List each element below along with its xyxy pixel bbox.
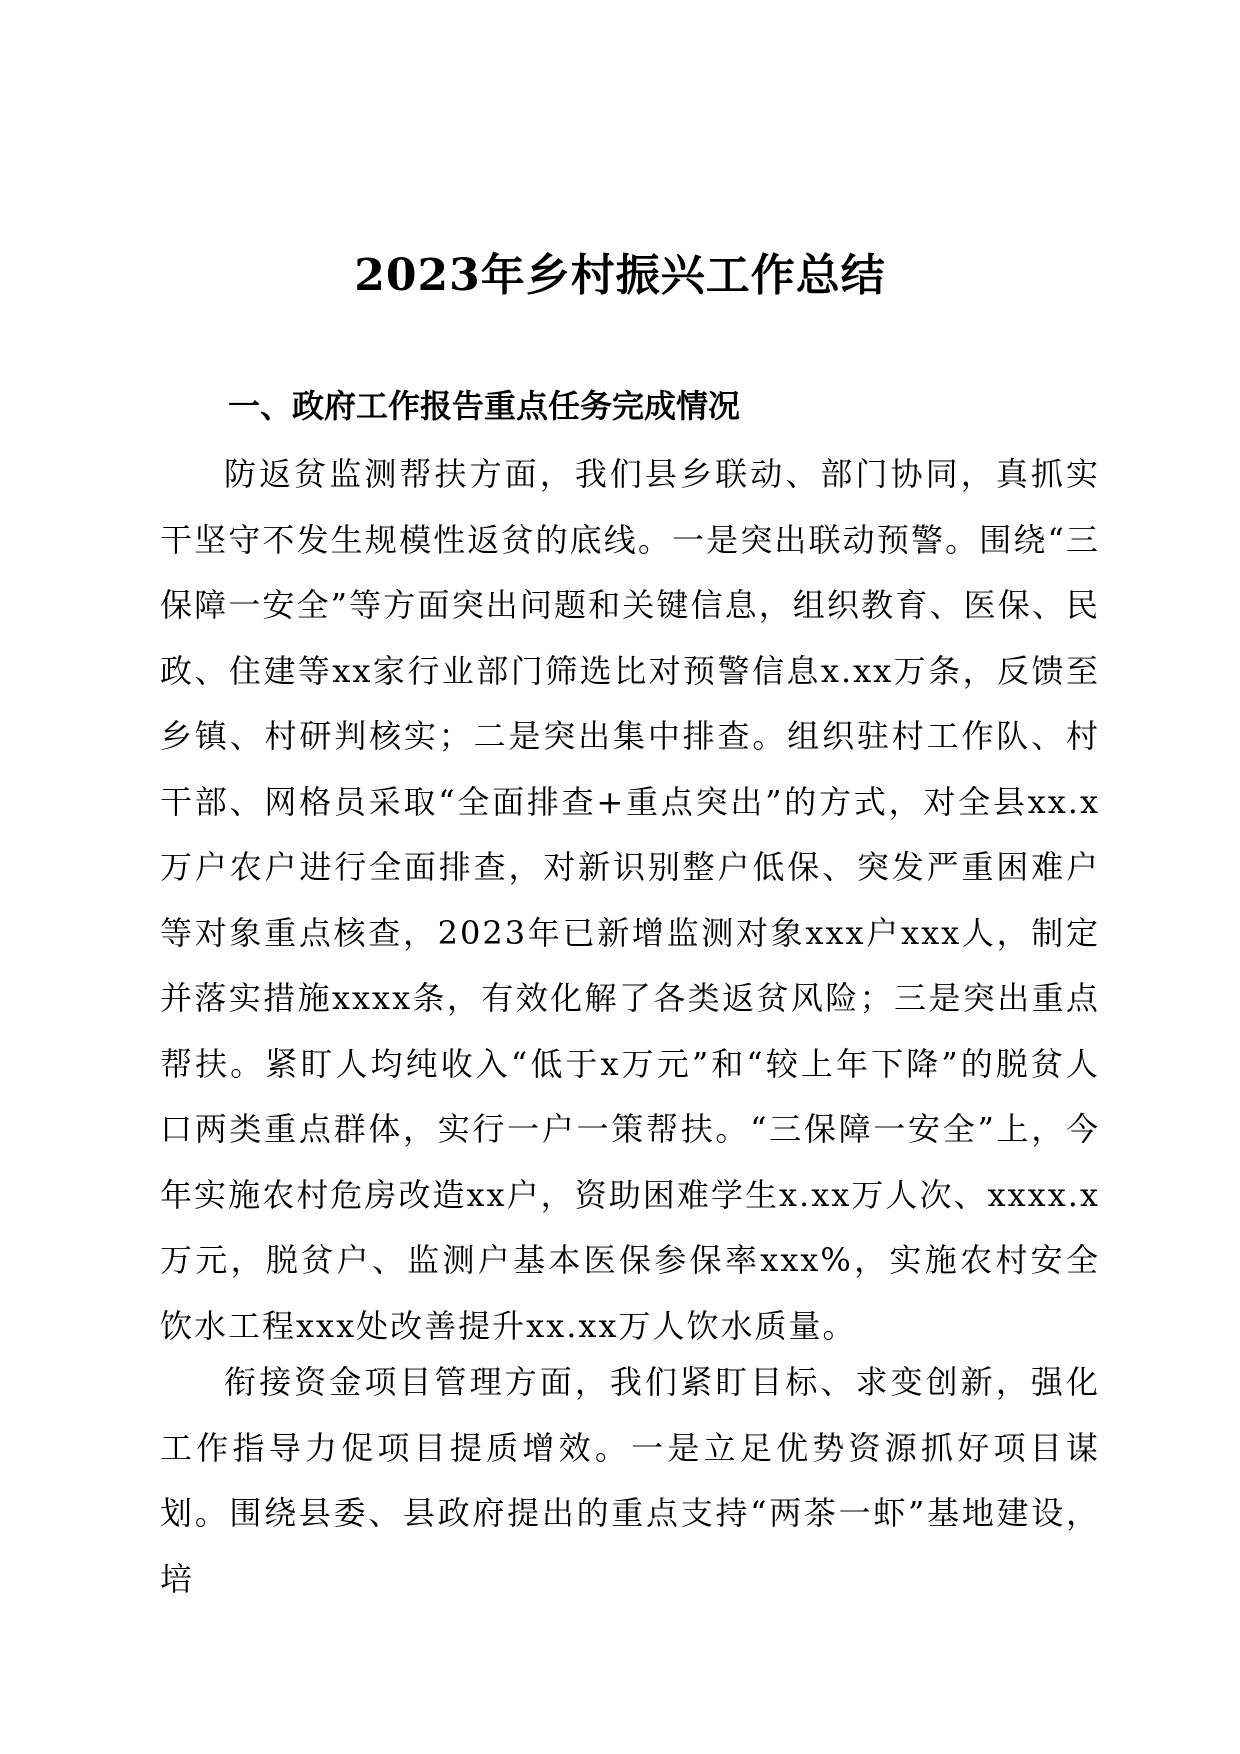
document-title: 2023年乡村振兴工作总结 — [354, 250, 886, 301]
paragraph-2: 衔接资金项目管理方面，我们紧盯目标、求变创新，强化工作指导力促项目提质增效。一是立足优势资源抓好项目谋划。围绕县委、县政府提出的重点支持“两茶一虾”基地建设，培 — [160, 1363, 1100, 1598]
section-heading: 一、政府工作报告重点任务完成情况 — [228, 387, 741, 425]
paragraph-1: 防返贫监测帮扶方面，我们县乡联动、部门协同，真抓实干坚守不发生规模性返贫的底线。一是突出联动预警。围绕“三保障一安全”等方面突出问题和关键信息，组织教育、医保、民政、住建等xx家行业部门筛选比对预警信息x.xx万条，反馈至乡镇、村研判核实；二是突出集中排查。组织驻村工作队、村干部、网格员采取“全面排查+重点突出”的方式，对全县xx.x万户农户进行全面排查，对新识别整户低保、突发严重困难户等对象重点核查，2023年已新增监测对象xxx户xxx人，制定并落实措施xxxx条，有效化解了各类返贫风险；三是突出重点帮扶。紧盯人均纯收入“低于x万元”和“较上年下降”的脱贫人口两类重点群体，实行一户一策帮扶。“三保障一安全”上，今年实施农村危房改造xx户，资助困难学生x.xx万人次、xxxx.x万元，脱贫户、监测户基本医保参保率xxx%，实施农村安全饮水工程xxx处改善提升xx.xx万人饮水质量。 — [160, 455, 1100, 1345]
